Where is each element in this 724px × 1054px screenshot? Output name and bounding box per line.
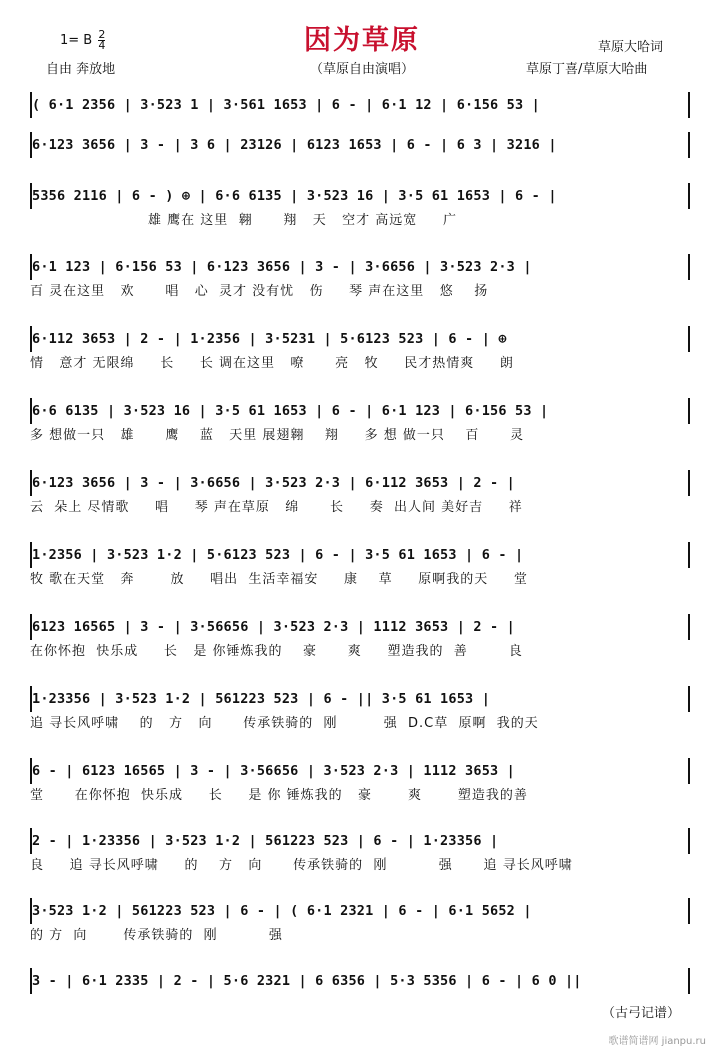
- lyrics-line: 云 朵上 尽情歌 唱 琴 声在草原 绵 长 奏 出人间 美好吉 祥: [30, 500, 523, 515]
- notation-line: 1·2356 | 3·523 1·2 | 5·6123 523 | 6 - | 3·5 61 1653 | 6 - |: [30, 542, 690, 568]
- lyrics-line: 牧 歌在天堂 奔 放 唱出 生活幸福安 康 草 原啊我的天 堂: [30, 572, 528, 587]
- site-watermark: 歌谱简谱网 jianpu.ru: [608, 1036, 706, 1047]
- notation-line: 5356 2116 | 6 - ) ⊕ | 6·6 6135 | 3·523 16 | 3·5 61 1653 | 6 - |: [30, 183, 690, 209]
- score-row-12: [30, 828, 690, 876]
- score-row-14: [30, 968, 690, 1016]
- notation-line: 3 - | 6·1 2335 | 2 - | 5·6 2321 | 6 6356 | 5·3 5356 | 6 - | 6 0 ||: [30, 968, 690, 994]
- notation-line: 6·112 3653 | 2 - | 1·2356 | 3·5231 | 5·6123 523 | 6 - | ⊕: [30, 326, 690, 352]
- transcriber-credit: （古弓记谱）: [601, 1006, 680, 1021]
- lyrics-line: 的 方 向 传承铁骑的 刚 强: [30, 928, 283, 943]
- score-row-5: [30, 326, 690, 374]
- time-denominator: 4: [98, 39, 106, 52]
- time-numerator: 2: [98, 28, 106, 41]
- notation-line: 6 - | 6123 16565 | 3 - | 3·56656 | 3·523 2·3 | 1112 3653 |: [30, 758, 690, 784]
- lyrics-line: 堂 在你怀抱 快乐成 长 是 你 锤炼我的 豪 爽 塑造我的善: [30, 788, 528, 803]
- score-row-9: [30, 614, 690, 662]
- notation-line: 6123 16565 | 3 - | 3·56656 | 3·523 2·3 | 1112 3653 | 2 - |: [30, 614, 690, 640]
- song-title: 因为草原: [304, 25, 420, 56]
- score-row-11: [30, 758, 690, 806]
- composer: 草原丁喜/草原大哈曲: [526, 62, 648, 77]
- lyrics-line: 雄 鹰在 这里 翱 翔 天 空才 高远宽 广: [30, 213, 457, 228]
- score-row-3: [30, 183, 690, 231]
- score-row-2: [30, 132, 690, 180]
- song-subtitle: （草原自由演唱）: [309, 62, 414, 77]
- notation-line: 6·123 3656 | 3 - | 3 6 | 23126 | 6123 1653 | 6 - | 6 3 | 3216 |: [30, 132, 690, 158]
- lyrics-line: [30, 160, 690, 180]
- notation-line: ( 6·1 2356 | 3·523 1 | 3·561 1653 | 6 - | 6·1 12 | 6·156 53 |: [30, 92, 690, 118]
- notation-line: 2 - | 1·23356 | 3·523 1·2 | 561223 523 | 6 - | 1·23356 |: [30, 828, 690, 854]
- lyrics-line: 良 追 寻长风呼啸 的 方 向 传承铁骑的 刚 强 追 寻长风呼啸: [30, 858, 573, 873]
- lyricist: 草原大哈词: [598, 40, 664, 55]
- score-row-4: [30, 254, 690, 302]
- notation-line: 6·6 6135 | 3·523 16 | 3·5 61 1653 | 6 - | 6·1 123 | 6·156 53 |: [30, 398, 690, 424]
- notation-line: 6·123 3656 | 3 - | 3·6656 | 3·523 2·3 | 6·112 3653 | 2 - |: [30, 470, 690, 496]
- lyrics-line: 百 灵在这里 欢 唱 心 灵才 没有忧 伤 琴 声在这里 悠 扬: [30, 284, 489, 299]
- notation-line: 3·523 1·2 | 561223 523 | 6 - | ( 6·1 2321 | 6 - | 6·1 5652 |: [30, 898, 690, 924]
- lyrics-line: [30, 996, 690, 1016]
- lyrics-line: 在你怀抱 快乐成 长 是 你锤炼我的 豪 爽 塑造我的 善 良: [30, 644, 523, 659]
- notation-line: 6·1 123 | 6·156 53 | 6·123 3656 | 3 - | 3·6656 | 3·523 2·3 |: [30, 254, 690, 280]
- score-row-10: [30, 686, 690, 734]
- lyrics-line: 追 寻长风呼啸 的 方 向 传承铁骑的 刚 强 D.C草 原啊 我的天: [30, 716, 539, 731]
- lyrics-line: 多 想做一只 雄 鹰 蓝 天里 展翅翱 翔 多 想 做一只 百 灵: [30, 428, 525, 443]
- notation-line: 1·23356 | 3·523 1·2 | 561223 523 | 6 - || 3·5 61 1653 |: [30, 686, 690, 712]
- lyrics-line: 情 意才 无限绵 长 长 调在这里 嘹 亮 牧 民才热情爽 朗: [30, 356, 514, 371]
- score-row-8: [30, 542, 690, 590]
- key-text: 1= B: [60, 33, 93, 48]
- tempo-marking: 自由 奔放地: [46, 62, 116, 77]
- score-row-7: [30, 470, 690, 518]
- score-row-6: [30, 398, 690, 446]
- score-row-13: [30, 898, 690, 946]
